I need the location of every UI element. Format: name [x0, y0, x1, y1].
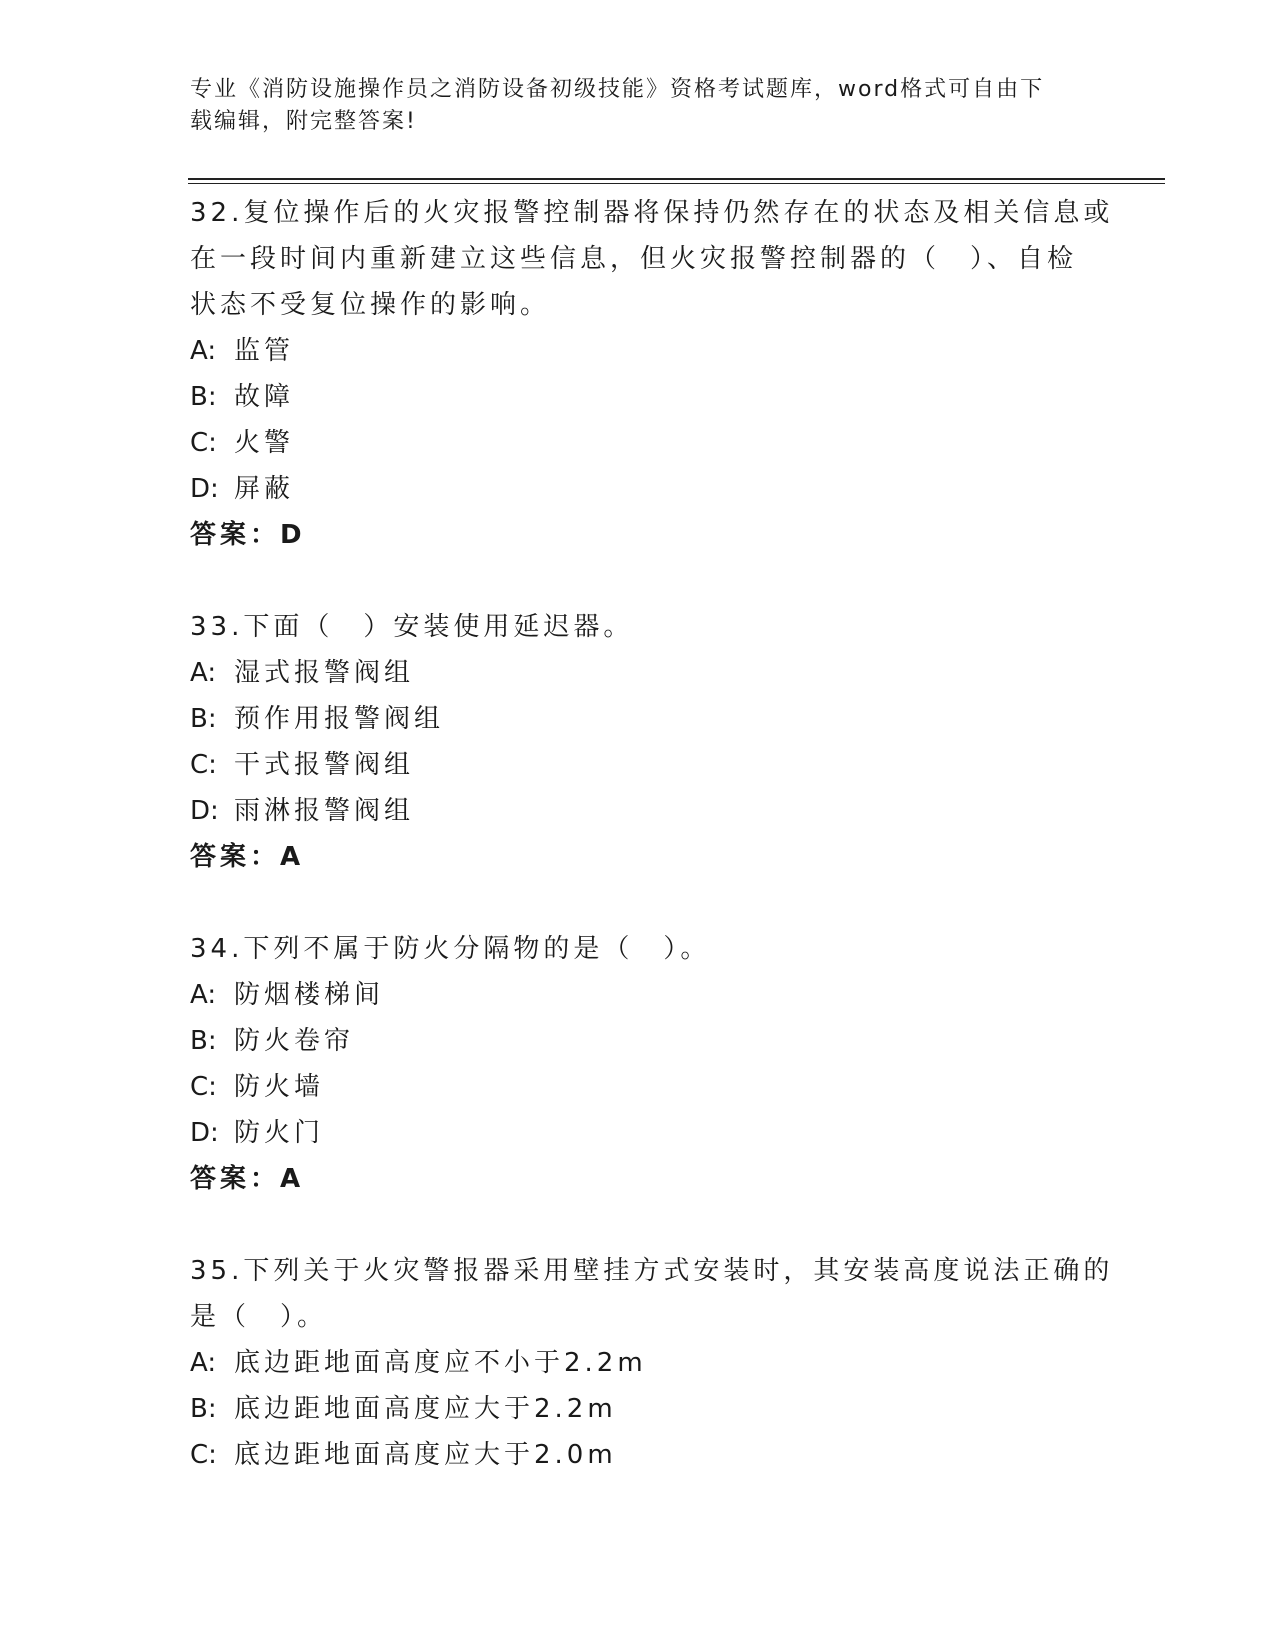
- question-stem-line: 在一段时间内重新建立这些信息，但火灾报警控制器的（ ）、自检: [190, 244, 1078, 274]
- option-text: 底边距地面高度应大于2.2m: [234, 1394, 617, 1424]
- option-letter: B:: [190, 382, 217, 412]
- option-letter: A:: [190, 980, 217, 1010]
- question-block: [190, 604, 1090, 880]
- option-letter: D:: [190, 1118, 219, 1148]
- question-stem-line: 33.下面（ ）安装使用延迟器。: [190, 612, 634, 642]
- option-letter: C:: [190, 428, 217, 458]
- question-stem-line: 34.下列不属于防火分隔物的是（ ）。: [190, 934, 711, 964]
- question-spacer: [190, 880, 1090, 926]
- question-block: [190, 190, 1114, 558]
- document-header: [190, 74, 1090, 138]
- option-text: 防火墙: [234, 1072, 325, 1102]
- header-divider-thin: [188, 183, 1165, 184]
- option-text: 故障: [234, 382, 295, 412]
- option-letter: A:: [190, 1348, 217, 1378]
- option-text: 干式报警阀组: [234, 750, 415, 780]
- header-line-2: 载编辑，附完整答案!: [190, 109, 417, 134]
- option-d: [190, 1110, 1090, 1156]
- option-letter: D:: [190, 796, 219, 826]
- option-letter: C:: [190, 1440, 217, 1470]
- option-b: [190, 1018, 1090, 1064]
- option-text: 防火卷帘: [234, 1026, 355, 1056]
- question-block: [190, 1248, 1114, 1478]
- answer-line: 答案：D: [190, 520, 306, 550]
- answer-line: 答案：A: [190, 1164, 305, 1194]
- option-letter: C:: [190, 750, 217, 780]
- option-text: 防火门: [234, 1118, 325, 1148]
- question-stem-line: 是（ ）。: [190, 1302, 328, 1332]
- option-text: 底边距地面高度应大于2.0m: [234, 1440, 617, 1470]
- question-stem-line: 状态不受复位操作的影响。: [190, 290, 551, 320]
- option-letter: B:: [190, 704, 217, 734]
- option-letter: B:: [190, 1394, 217, 1424]
- option-c: [190, 1432, 1090, 1478]
- option-letter: B:: [190, 1026, 217, 1056]
- option-d: [190, 788, 1090, 834]
- option-text: 防烟楼梯间: [234, 980, 385, 1010]
- answer-line: 答案：A: [190, 842, 305, 872]
- header-divider-thick: [188, 178, 1165, 180]
- option-b: [190, 696, 1090, 742]
- option-text: 监管: [234, 336, 295, 366]
- question-block: [190, 926, 1090, 1202]
- option-letter: D:: [190, 474, 219, 504]
- option-text: 屏蔽: [234, 474, 295, 504]
- question-stem-line: 35.下列关于火灾警报器采用壁挂方式安装时，其安装高度说法正确的: [190, 1256, 1114, 1286]
- option-c: [190, 1064, 1090, 1110]
- option-b: [190, 374, 1090, 420]
- option-a: [190, 1340, 1090, 1386]
- option-letter: A:: [190, 336, 217, 366]
- question-spacer: [190, 1202, 1090, 1248]
- option-a: [190, 328, 1090, 374]
- option-c: [190, 742, 1090, 788]
- question-list: [190, 190, 1114, 1478]
- option-text: 底边距地面高度应不小于2.2m: [234, 1348, 647, 1378]
- option-text: 湿式报警阀组: [234, 658, 415, 688]
- option-c: [190, 420, 1090, 466]
- option-a: [190, 650, 1090, 696]
- option-b: [190, 1386, 1090, 1432]
- option-a: [190, 972, 1090, 1018]
- option-text: 雨淋报警阀组: [234, 796, 415, 826]
- header-line-1: 专业《消防设施操作员之消防设备初级技能》资格考试题库，word格式可自由下: [190, 77, 1045, 102]
- option-text: 预作用报警阀组: [234, 704, 445, 734]
- option-text: 火警: [234, 428, 295, 458]
- question-stem-line: 32.复位操作后的火灾报警控制器将保持仍然存在的状态及相关信息或: [190, 198, 1114, 228]
- option-letter: C:: [190, 1072, 217, 1102]
- question-spacer: [190, 558, 1090, 604]
- option-d: [190, 466, 1090, 512]
- option-letter: A:: [190, 658, 217, 688]
